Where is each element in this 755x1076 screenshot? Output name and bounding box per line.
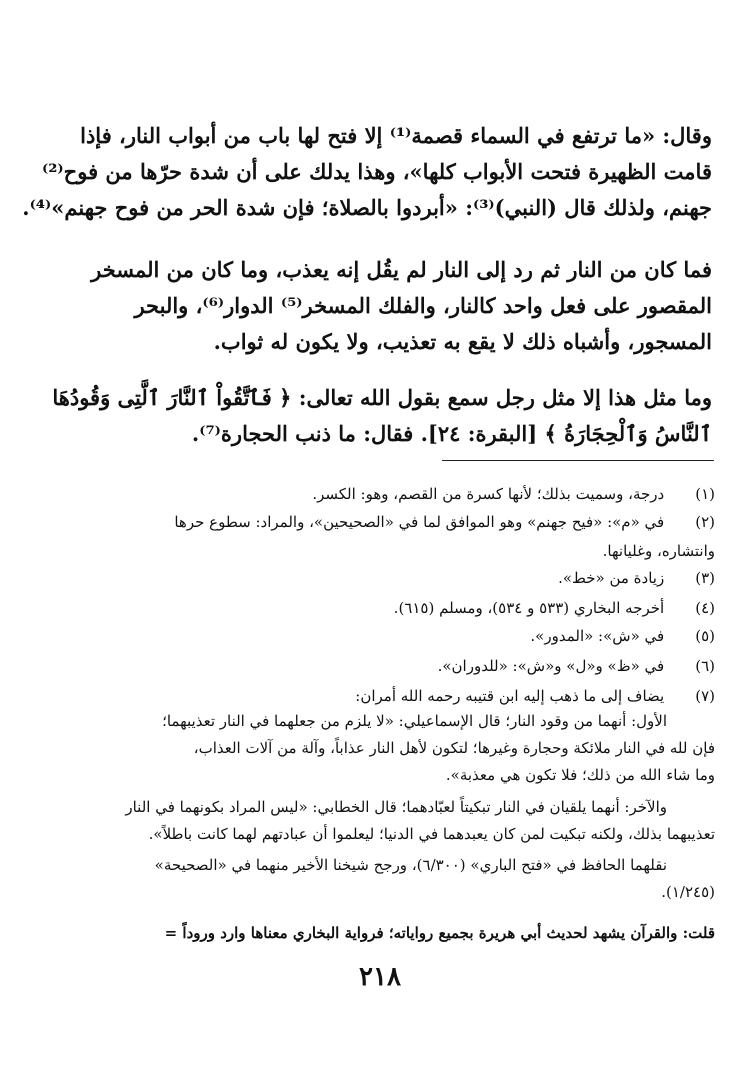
footnote-text: في «ظ» و«ل» و«ش»: «للدوران». xyxy=(437,657,665,675)
footnote-7-note-source xyxy=(85,852,715,906)
footnote-text: درجة، وسميت بذلك؛ لأنها كسرة من القصم، وهو: الكسر. xyxy=(312,485,665,503)
text-line: وقال: «ما ترتفع في السماء قصمة⁽¹⁾ إلا فتح لها باب من أبواب النار، فإذا xyxy=(80,123,712,148)
footnote-3 xyxy=(85,564,715,593)
main-paragraph-1 xyxy=(22,118,712,226)
closing-note: قلت: والقرآن يشهد لحديث أبي هريرة بجميع رواياته؛ فرواية البخاري معناها وارد وروداً = xyxy=(164,924,715,942)
footnote-number: (٧) xyxy=(695,687,715,705)
footnote-number: (٦) xyxy=(695,657,715,675)
text-line: جهنم، ولذلك قال (النبي)⁽³⁾: «أبردوا بالصلاة؛ فإن شدة الحر من فوح جهنم»⁽⁴⁾. xyxy=(22,195,712,220)
footnote-5 xyxy=(85,622,715,651)
footnote-1 xyxy=(85,480,715,509)
footnote-4 xyxy=(85,594,715,623)
footnote-number: (٢) xyxy=(695,513,715,531)
page-number: ٢١٨ xyxy=(359,962,401,992)
footnote-number: (٥) xyxy=(695,627,715,645)
note-line: والآخر: أنهما يلقيان في النار تبكيتاً لعبّادهما؛ قال الخطابي: «ليس المراد بكونهما في النار xyxy=(125,798,667,816)
footnote-text-continued: وانتشاره، وغليانها. xyxy=(602,542,715,560)
note-line: فإن لله في النار ملائكة وحجارة وغيرها؛ لتكون لأهل النار عذاباً، وآلة من آلات العذاب، xyxy=(193,739,715,757)
footnote-number: (٣) xyxy=(695,569,715,587)
note-line: (١/٢٤٥). xyxy=(661,883,715,901)
note-line: نقلهما الحافظ في «فتح الباري» (٦/٣٠٠)، ورجح شيخنا الأخير منهما في «الصحيحة» xyxy=(154,856,667,874)
footnote-7-note-first xyxy=(85,708,715,789)
footnote-7 xyxy=(85,682,715,711)
footnote-text: زيادة من «خط». xyxy=(558,569,665,587)
note-line: وما شاء الله من ذلك؛ فلا تكون هي معذبة». xyxy=(445,766,715,784)
footnote-text: في «م»: «فيح جهنم» وهو الموافق لما في «الصحيحين»، والمراد: سطوع حرها xyxy=(174,513,665,531)
text-line: قامت الظهيرة فتحت الأبواب كلها»، وهذا يدلك على أن شدة حرّها من فوح⁽²⁾ xyxy=(41,159,712,184)
footnote-6 xyxy=(85,652,715,681)
footnote-text: أخرجه البخاري (٥٣٣ و ٥٣٤)، ومسلم (٦١٥). xyxy=(393,599,665,617)
footnote-number: (٤) xyxy=(695,599,715,617)
text-line: وما مثل هذا إلا مثل رجل سمع بقول الله تعالى: ﴿ فَٱتَّقُواْ ٱلنَّارَ ٱلَّتِى وَقُودُهَا xyxy=(52,385,712,410)
footnote-text: في «ش»: «المدور». xyxy=(530,627,665,645)
footnote-text: يضاف إلى ما ذهب إليه ابن قتيبه رحمه الله أمران: xyxy=(355,687,665,705)
footnote-2 xyxy=(85,508,715,566)
note-line: تعذيبهما بذلك، ولكنه تبكيت لمن كان يعبدهما في الدنيا؛ ليعلموا أن عبادتهم لهما كانت باطلاً». xyxy=(148,825,715,843)
text-line: المقصور على فعل واحد كالنار، والفلك المسخر⁽⁵⁾ الدوار⁽⁶⁾، والبحر xyxy=(134,293,712,318)
note-line: الأول: أنهما من وقود النار؛ قال الإسماعيلي: «لا يلزم من جعلهما في النار تعذيبهما؛ xyxy=(162,712,667,730)
text-line: المسجور، وأشباه ذلك لا يقع به تعذيب، ولا يكون له ثواب. xyxy=(213,329,712,354)
footnote-divider xyxy=(442,460,714,461)
text-line: فما كان من النار ثم رد إلى النار لم يقُل إنه يعذب، وما كان من المسخر xyxy=(91,257,712,282)
main-paragraph-3 xyxy=(52,380,712,452)
footnote-7-note-second xyxy=(85,794,715,848)
text-line: ٱلنَّاسُ وَٱلْحِجَارَةُ ﴾ [البقرة: ٢٤]. فقال: ما ذنب الحجارة⁽⁷⁾. xyxy=(191,421,712,446)
main-paragraph-2 xyxy=(80,252,712,360)
footnote-number: (١) xyxy=(695,485,715,503)
